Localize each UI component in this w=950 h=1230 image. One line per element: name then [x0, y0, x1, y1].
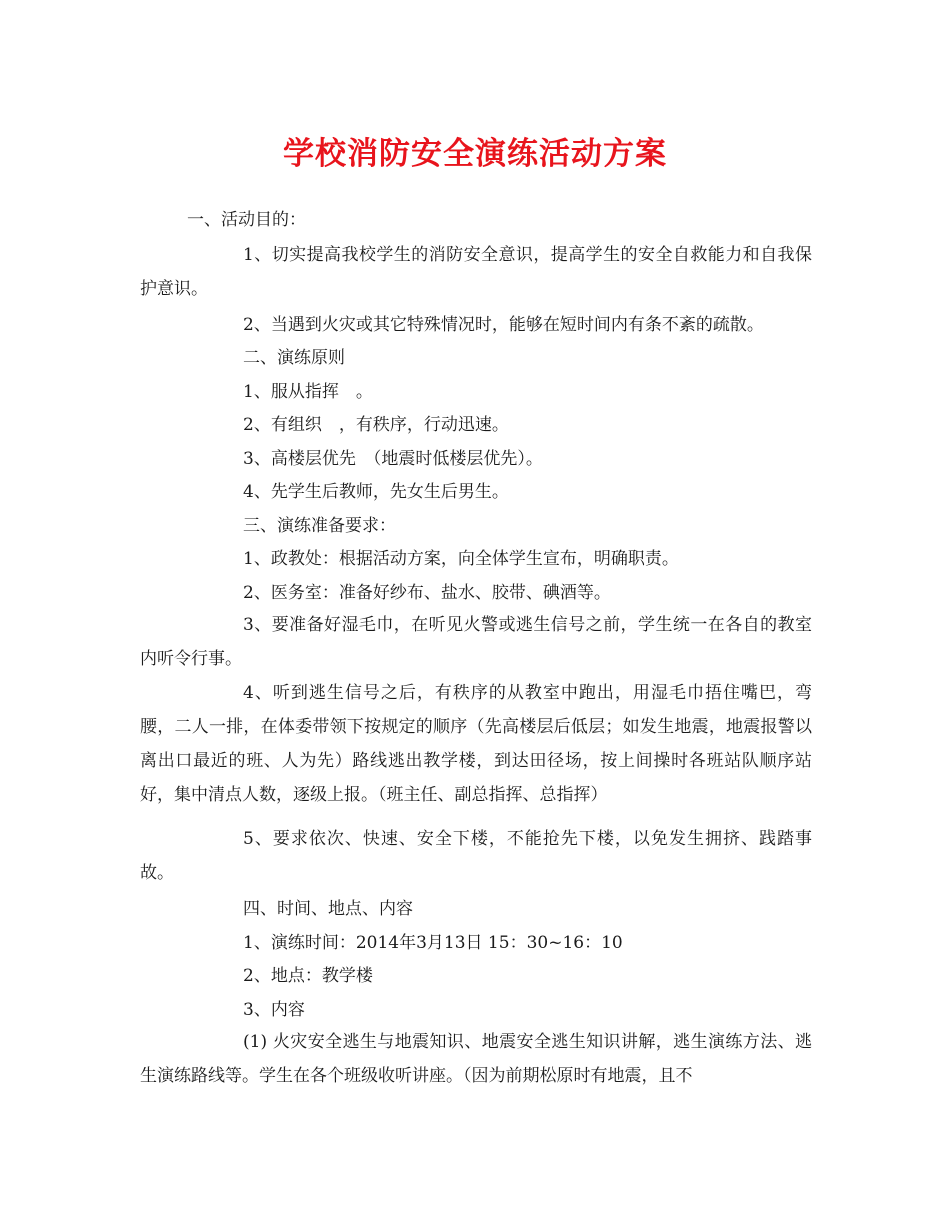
section-heading-schedule: 四、时间、地点、内容 — [243, 899, 413, 919]
paragraph-principle-3: 3、高楼层优先 （地震时低楼层优先）。 — [243, 449, 543, 469]
paragraph-schedule-content-1: (1) 火灾安全逃生与地震知识、地震安全逃生知识讲解，逃生演练方法、逃生演练路线等。学生在各个班级收听讲座。（因为前期松原时有地震，且不 — [140, 1032, 812, 1086]
paragraph-preparation-2: 2、医务室：准备好纱布、盐水、胶带、碘酒等。 — [243, 583, 611, 603]
paragraph-purpose-1: 1、切实提高我校学生的消防安全意识，提高学生的安全自救能力和自我保护意识。 — [140, 245, 812, 299]
paragraph-schedule-time: 1、演练时间：2014年3月13日 15：30~16：10 — [243, 933, 623, 953]
paragraph-schedule-content: 3、内容 — [243, 1000, 305, 1020]
document-title: 学校消防安全演练活动方案 — [283, 136, 667, 172]
paragraph-schedule-location: 2、地点：教学楼 — [243, 966, 373, 986]
paragraph-purpose-2: 2、当遇到火灾或其它特殊情况时，能够在短时间内有条不紊的疏散。 — [243, 315, 764, 335]
paragraph-preparation-1: 1、政教处：根据活动方案，向全体学生宣布，明确职责。 — [243, 549, 679, 569]
paragraph-preparation-3: 3、要准备好湿毛巾，在听见火警或逃生信号之前，学生统一在各自的教室内听令行事。 — [140, 615, 812, 669]
paragraph-principle-2: 2、有组织 ，有秩序，行动迅速。 — [243, 415, 509, 435]
section-heading-principles: 二、演练原则 — [243, 348, 345, 368]
paragraph-preparation-5: 5、要求依次、快速、安全下楼，不能抢先下楼，以免发生拥挤、践踏事故。 — [140, 829, 812, 883]
section-heading-preparation: 三、演练准备要求： — [243, 516, 396, 536]
paragraph-preparation-4: 4、听到逃生信号之后，有秩序的从教室中跑出，用湿毛巾捂住嘴巴，弯腰，二人一排，在体委带领下按规定的顺序（先高楼层后低层；如发生地震，地震报警以离出口最近的班、人为先）路线逃出教学楼，到达田径场，按上间操时各班站队顺序站好，集中清点人数，逐级上报。（班主任、副总指挥、总指挥） — [140, 683, 812, 805]
section-heading-purpose: 一、活动目的： — [187, 210, 306, 230]
paragraph-principle-4: 4、先学生后教师，先女生后男生。 — [243, 482, 509, 502]
paragraph-principle-1: 1、服从指挥 。 — [243, 382, 373, 402]
